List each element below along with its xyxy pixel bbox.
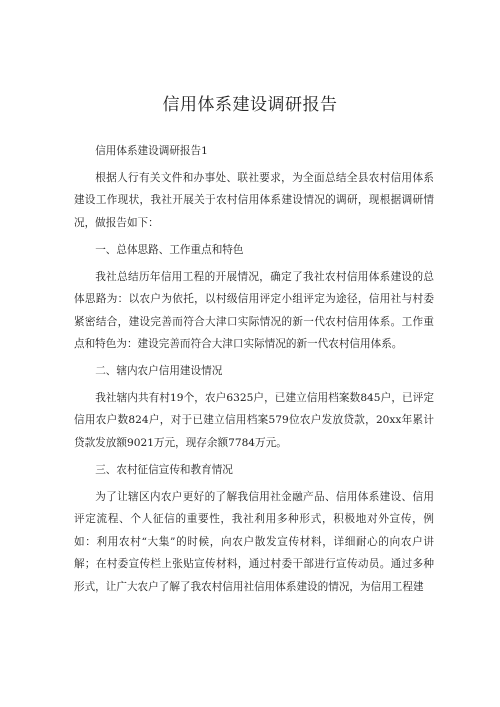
report-subtitle: 信用体系建设调研报告1: [95, 145, 208, 157]
section-heading-1: 一、总体思路、工作重点和特色: [95, 243, 244, 256]
intro-paragraph: 根据人行有关文件和办事处、联社要求，为全面总结全县农村信用体系建设工作现状，我社开展关于农村信用体系建设情况的调研，现根据调研情况，做报告如下：: [74, 171, 434, 229]
section-heading-2: 二、辖内农户信用建设情况: [95, 365, 223, 378]
document-body: [74, 140, 434, 603]
section-2-paragraph: 我社辖内共有村19个，农户6325户，已建立信用档案数845户，已评定信用农户数824户，对于已建立信用档案579位农户发放贷款，20xx年累计贷款发放额9021万元，现存余额7784万元。: [74, 391, 434, 450]
section-heading-3: 三、农村征信宣传和教育情况: [95, 463, 233, 476]
document-title: 信用体系建设调研报告: [162, 95, 338, 115]
section-3-paragraph: 为了让辖区内农户更好的了解我信用社金融产品、信用体系建设、信用评定流程、个人征信的重要性，我社利用多种形式，积极地对外宣传，例如：利用农村“大集”的时候，向农户散发宣传材料，详细耐心的向农户讲解；在村委宣传栏上张贴宣传材料，通过村委干部进行宣传动员。通过多种形式，让广大农户了解了我农村信用社信用体系建设的情况，为信用工程建: [74, 490, 434, 593]
section-1-paragraph: 我社总结历年信用工程的开展情况，确定了我社农村信用体系建设的总体思路为：以农户为依托，以村级信用评定小组评定为途径，信用社与村委紧密结合，建设完善而符合大津口实际情况的新一代农村信用体系。工作重点和特色为：建设完善而符合大津口实际情况的新一代农村信用体系。: [74, 270, 434, 351]
